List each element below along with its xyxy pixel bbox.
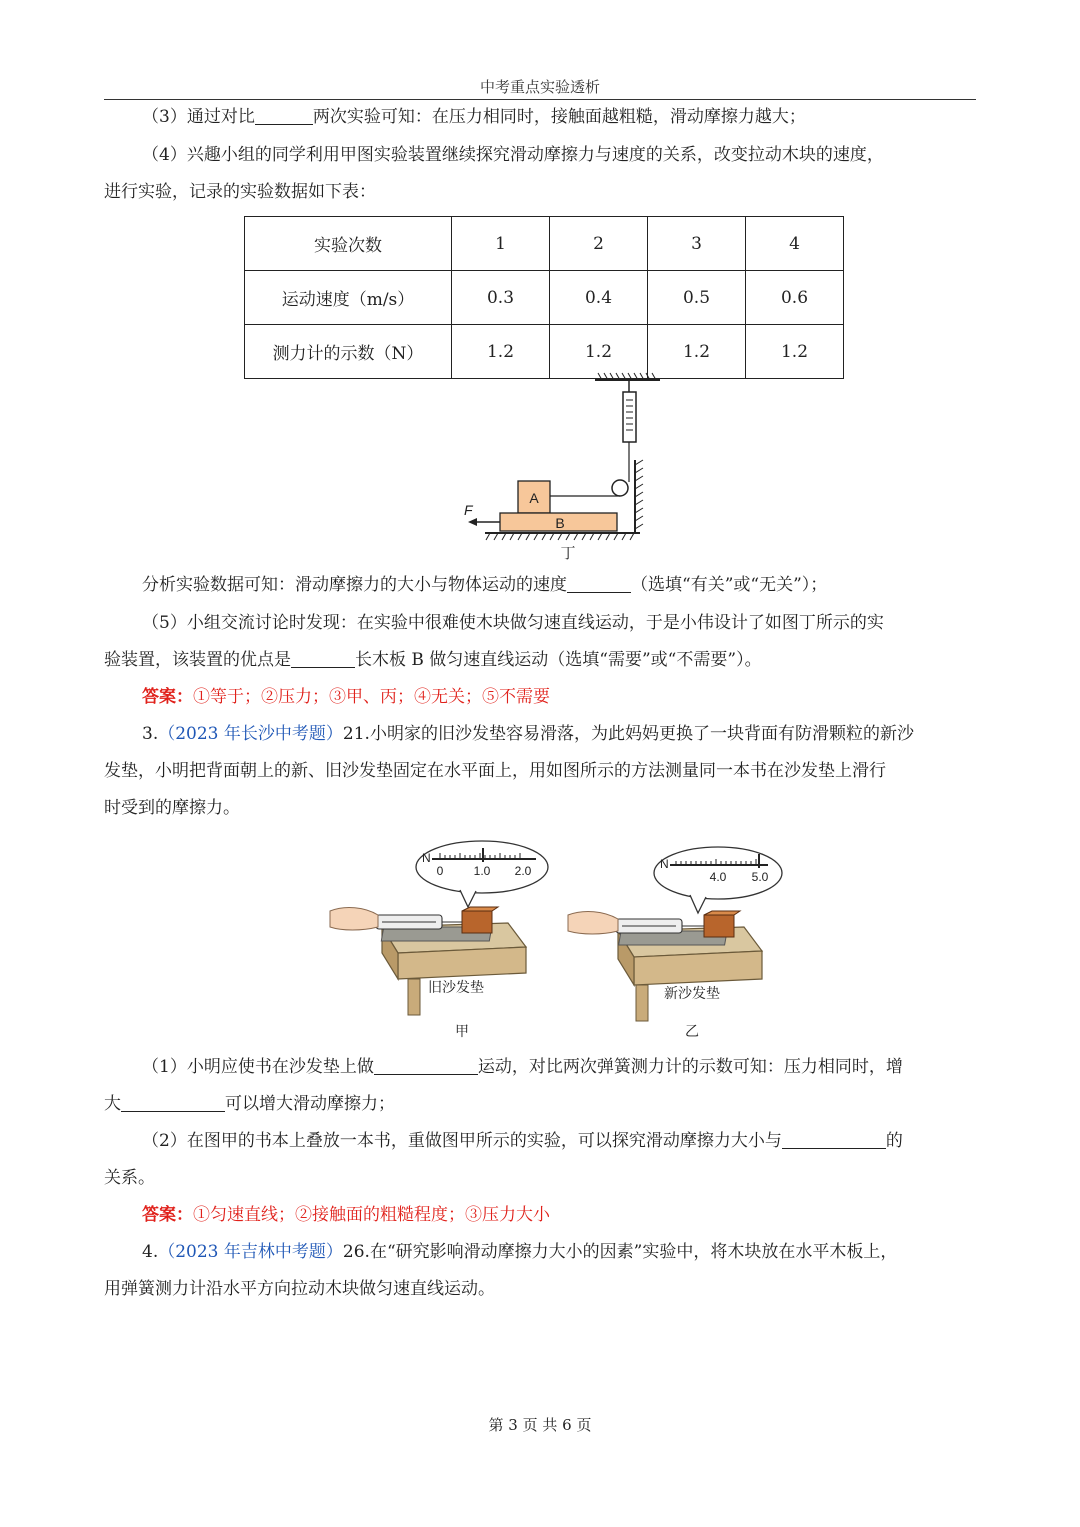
answer-blank[interactable] (567, 574, 631, 593)
answer-blank[interactable] (291, 649, 355, 668)
data-table (244, 216, 844, 379)
header-rule (104, 99, 976, 100)
answer-label: 答案： (142, 1205, 193, 1225)
p3-q2-prefix: （2）在图甲的书本上叠放一本书，重做图甲所示的实验，可以探究滑动摩擦力大小与 (142, 1131, 782, 1151)
problem3-line2: 发垫，小明把背面朝上的新、旧沙发垫固定在水平面上，用如图所示的方法测量同一本书在沙发垫上滑行 (104, 761, 886, 781)
table-cell: 0.5 (648, 271, 746, 325)
pad-label: 新沙发垫 (664, 985, 720, 1001)
scale-tick-label: 4.0 (709, 870, 727, 884)
analysis-prefix: 分析实验数据可知：滑动摩擦力的大小与物体运动的速度 (142, 575, 567, 595)
table-cell: 1 (452, 217, 550, 271)
q3-part3-prefix: （3）通过对比 (142, 107, 255, 127)
figure-jia (330, 841, 548, 1039)
q4-intro-line2: 进行实验，记录的实验数据如下表： (104, 182, 376, 202)
q4-intro-text1: （4）兴趣小组的同学利用甲图实验装置继续探究滑动摩擦力与速度的关系，改变拉动木块的速度， (142, 145, 884, 165)
problem3-line1 (104, 722, 976, 746)
q5-line2-suffix: 长木板 B 做匀速直线运动（选填“需要”或“不需要”）。 (355, 650, 762, 670)
figure-caption: 甲 (455, 1023, 469, 1039)
scale-unit-label: N (660, 857, 669, 871)
answer-line (104, 685, 976, 709)
table-row-header: 运动速度（m/s） (245, 271, 452, 325)
answer-blank[interactable] (782, 1130, 886, 1149)
q4-intro-line1 (104, 143, 976, 167)
q3-part3-line (104, 105, 976, 129)
answer-label: 答案： (142, 687, 193, 707)
page-header-title: 中考重点实验透析 (479, 78, 600, 96)
table-row (245, 217, 844, 271)
q5-line1 (104, 611, 976, 635)
table-cell: 2 (550, 217, 648, 271)
q5-text1: （5）小组交流讨论时发现：在实验中很难使木块做匀速直线运动，于是小伟设计了如图丁所示的实 (142, 613, 884, 633)
problem4-number: 4. (142, 1242, 159, 1262)
table-cell: 3 (648, 217, 746, 271)
table-row (245, 271, 844, 325)
block-a-label: A (529, 490, 539, 506)
p3-q1-line2-suffix: 可以增大滑动摩擦力； (225, 1094, 395, 1114)
problem3-text1: 21.小明家的旧沙发垫容易滑落，为此妈妈更换了一块背面有防滑颗粒的新沙 (342, 724, 914, 744)
figure-caption: 乙 (685, 1023, 699, 1039)
problem4-source: （2023 年吉林中考题） (158, 1242, 343, 1262)
p3-q1-line1 (104, 1055, 976, 1079)
pad-label: 旧沙发垫 (428, 979, 484, 995)
answer-line (104, 1203, 976, 1227)
hand-icon (330, 908, 378, 930)
p3-q1-line2 (104, 1092, 976, 1116)
table-cell: 1.2 (746, 325, 844, 379)
p3-q1-prefix: （1）小明应使书在沙发垫上做 (142, 1057, 374, 1077)
problem4-line1 (104, 1240, 976, 1264)
scale-tick-label: 5.0 (751, 870, 769, 884)
q5-line2-prefix: 验装置，该装置的优点是 (104, 650, 291, 670)
p3-q2-line2: 关系。 (104, 1168, 155, 1188)
p3-q2-suffix: 的 (885, 1131, 903, 1151)
problem3-source: （2023 年长沙中考题） (158, 724, 343, 744)
table-cell: 0.6 (746, 271, 844, 325)
force-label: F (464, 502, 473, 518)
answer-blank[interactable] (121, 1093, 225, 1112)
scale-unit-label: N (422, 851, 431, 865)
p3-q2-line1 (104, 1129, 976, 1153)
figure-caption: 丁 (560, 545, 576, 562)
scale-tick-label: 1.0 (473, 864, 491, 878)
sofa-pad-figures (320, 835, 790, 1045)
pulley-icon (612, 480, 628, 496)
table-row-header: 测力计的示数（N） (245, 325, 452, 379)
answer-blank[interactable] (255, 106, 313, 125)
table-cell: 1.2 (648, 325, 746, 379)
arrow-left-icon (468, 518, 477, 526)
analysis-suffix: （选填“有关”或“无关”）； (631, 575, 828, 595)
q5-line2 (104, 648, 976, 672)
answer-text: ①匀速直线；②接触面的粗糙程度；③压力大小 (193, 1205, 550, 1225)
figure-yi (568, 847, 782, 1039)
board-b-label: B (555, 515, 565, 531)
problem3-line3: 时受到的摩擦力。 (104, 798, 240, 818)
p3-q1-line2-prefix: 大 (104, 1094, 121, 1114)
answer-text: ①等于；②压力；③甲、丙；④无关；⑤不需要 (193, 687, 550, 707)
table-cell: 4 (746, 217, 844, 271)
table-cell: 1.2 (550, 325, 648, 379)
problem4-line2: 用弹簧测力计沿水平方向拉动木块做匀速直线运动。 (104, 1279, 495, 1299)
scale-tick-label: 2.0 (514, 864, 532, 878)
q3-part3-suffix: 两次实验可知：在压力相同时，接触面越粗糙，滑动摩擦力越大； (312, 107, 806, 127)
pulley-apparatus-figure (440, 370, 670, 565)
table-cell: 1.2 (452, 325, 550, 379)
p3-q1-middle: 运动，对比两次弹簧测力计的示数可知：压力相同时，增 (477, 1057, 903, 1077)
answer-blank[interactable] (374, 1056, 478, 1075)
table-cell: 0.3 (452, 271, 550, 325)
problem3-number: 3. (142, 724, 159, 744)
problem4-text1: 26.在“研究影响滑动摩擦力大小的因素”实验中，将木块放在水平木板上， (342, 1242, 898, 1262)
table-row-header: 实验次数 (245, 217, 452, 271)
page-footer: 第 3 页 共 6 页 (488, 1416, 592, 1434)
analysis-line (104, 573, 976, 597)
table-cell: 0.4 (550, 271, 648, 325)
hand-icon (568, 912, 618, 934)
scale-tick-label: 0 (436, 864, 444, 878)
